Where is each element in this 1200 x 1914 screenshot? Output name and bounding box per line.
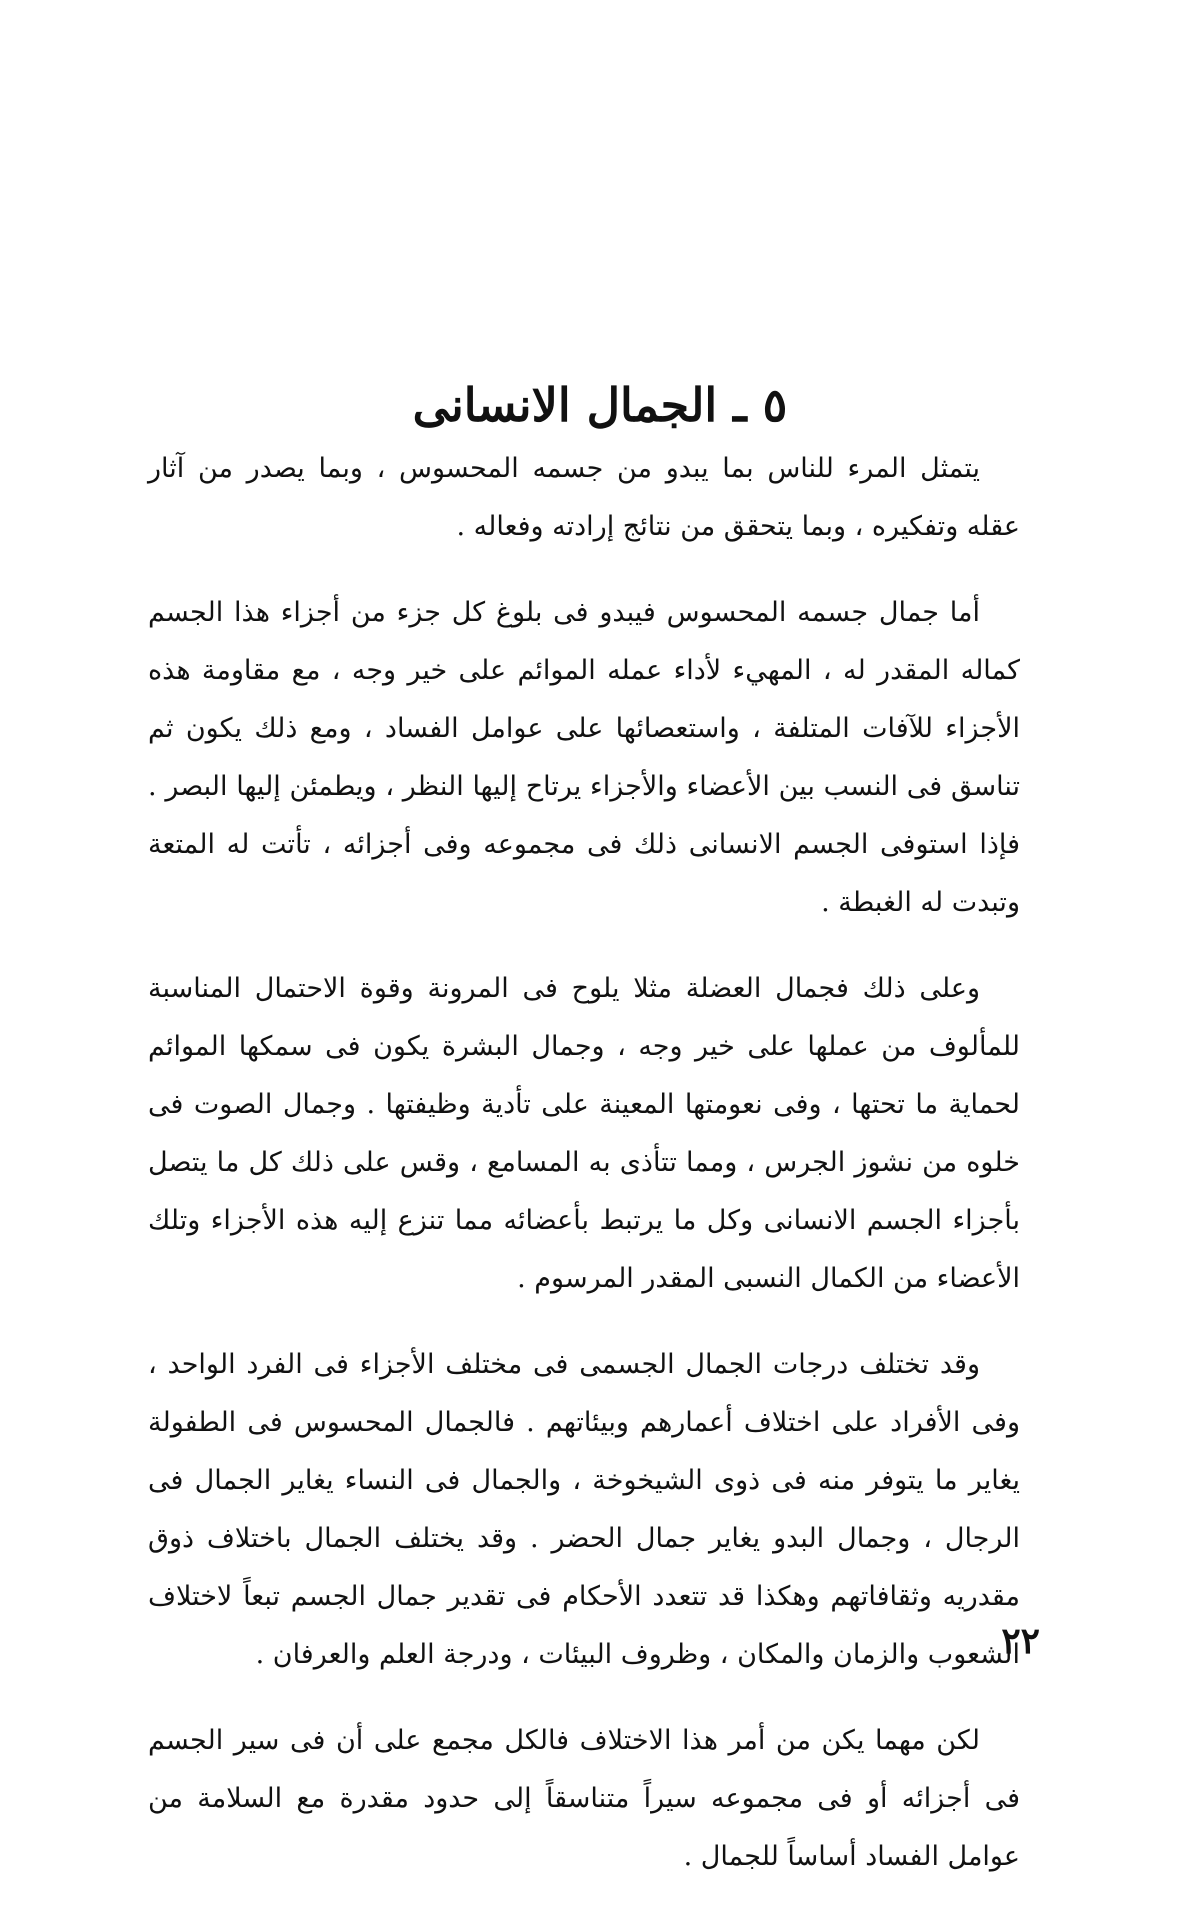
paragraph-2: أما جمال جسمه المحسوس فيبدو فى بلوغ كل جزء من أجزاء هذا الجسم كماله المقدر له ، المهيء لأداء عمله الموائم على خير وجه ، مع مقاومة هذه الأجزاء للآفات المتلفة ، واستعصائها على عوامل الفساد ، ومع ذلك يكون ثم تناسق فى النسب بين الأعضاء والأجزاء يرتاح إليها النظر ، ويطمئن إليها البصر . فإذا استوفى الجسم الانسانى ذلك فى مجموعه وفى أجزائه ، تأتت له المتعة وتبدت له الغبطة . xyxy=(148,597,1020,918)
body-text xyxy=(148,440,1020,1914)
page-number: ٢٢ xyxy=(1001,1620,1040,1662)
paragraph-1: يتمثل المرء للناس بما يبدو من جسمه المحسوس ، وبما يصدر من آثار عقله وتفكيره ، وبما يتحقق من نتائج إرادته وفعاله . xyxy=(148,453,1020,542)
chapter-heading: ٥ ـ الجمال الانسانى xyxy=(412,377,788,432)
paragraph-4: وقد تختلف درجات الجمال الجسمى فى مختلف الأجزاء فى الفرد الواحد ، وفى الأفراد على اختلاف أعمارهم وبيئاتهم . فالجمال المحسوس فى الطفولة يغاير ما يتوفر منه فى ذوى الشيخوخة ، والجمال فى النساء يغاير الجمال فى الرجال ، وجمال البدو يغاير جمال الحضر . وقد يختلف الجمال باختلاف ذوق مقدريه وثقافاتهم وهكذا قد تتعدد الأحكام فى تقدير جمال الجسم تبعاً لاختلاف الشعوب والزمان والمكان ، وظروف البيئات ، ودرجة العلم والعرفان . xyxy=(148,1349,1020,1670)
paragraph-3: وعلى ذلك فجمال العضلة مثلا يلوح فى المرونة وقوة الاحتمال المناسبة للمألوف من عملها على خير وجه ، وجمال البشرة يكون فى سمكها الموائم لحماية ما تحتها ، وفى نعومتها المعينة على تأدية وظيفتها . وجمال الصوت فى خلوه من نشوز الجرس ، ومما تتأذى به المسامع ، وقس على ذلك كل ما يتصل بأجزاء الجسم الانسانى وكل ما يرتبط بأعضائه مما تنزع إليه هذه الأجزاء وتلك الأعضاء من الكمال النسبى المقدر المرسوم . xyxy=(148,973,1020,1294)
paragraph-5: لكن مهما يكن من أمر هذا الاختلاف فالكل مجمع على أن فى سير الجسم فى أجزائه أو فى مجموعه سيراً متناسقاً إلى حدود مقدرة مع السلامة من عوامل الفساد أساساً للجمال . xyxy=(148,1725,1020,1872)
